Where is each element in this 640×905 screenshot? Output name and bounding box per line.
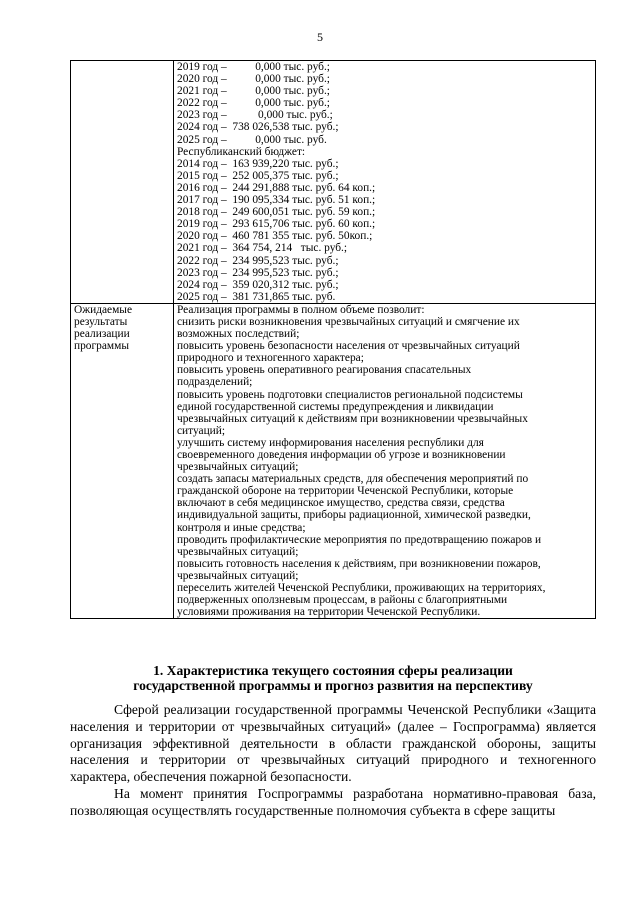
list-item: повысить уровень оперативного реагирования спасательных [177,364,472,377]
list-item: Реализация программы в полном объеме позволит: [177,303,425,316]
list-item: чрезвычайных ситуаций; [177,461,299,474]
list-item: чрезвычайных ситуаций; [177,569,299,582]
paragraph: Сферой реализации государственной программы Чеченской Республики «Защита населения и территории от чрезвычайных ситуаций» (далее – Госпрограмма) является организация эффективной деятельности в области гражданской обороны, защиты населения и территории от чрезвычайных ситуаций природного и техногенного характера, обеспечения пожарной безопасности. [70,702,596,785]
expected-results-cell [174,303,596,618]
list-item: 2020 год – 0,000 тыс. руб.; [177,73,330,86]
section-heading [70,664,596,693]
list-item: своевременного доведения информации об угрозе и возникновении [177,449,506,461]
expected-label-line: Ожидаемые [74,303,133,316]
expected-label-line: программы [74,340,129,353]
list-item: чрезвычайных ситуаций; [177,545,299,558]
list-item: 2023 год – 234 995,523 тыс. руб.; [177,266,339,279]
list-item: 2015 год – 252 005,375 тыс. руб.; [177,169,339,182]
funding-cell [174,61,596,304]
list-item: 2021 год – 0,000 тыс. руб.; [177,85,330,98]
list-item: 2019 год – 293 615,706 тыс. руб. 60 коп.; [177,218,376,231]
expected-label-line: реализации [74,328,130,341]
list-item: 2024 год – 738 026,538 тыс. руб.; [177,121,339,134]
list-item: включают в себя медицинское имущество, средства связи, средства [177,497,505,510]
list-item: Республиканский бюджет: [177,145,306,158]
list-item: 2020 год – 460 781 355 тыс. руб. 50коп.; [177,230,373,243]
list-item: 2024 год – 359 020,312 тыс. руб.; [177,278,339,291]
section-heading-line: государственной программы и прогноз развития на перспективу [133,677,533,693]
list-item: условиями проживания на территории Чеченской Республики. [177,606,481,619]
list-item: переселить жителей Чеченской Республики, проживающих на территориях, [177,582,546,595]
list-item: 2025 год – 0,000 тыс. руб. [177,133,327,146]
list-item: 2019 год – 0,000 тыс. руб.; [177,61,330,73]
table-row-funding [71,61,596,304]
list-item: улучшить систему информирования населения республики для [177,436,484,449]
list-item: единой государственной системы предупреждения и ликвидации [177,400,494,413]
list-item: повысить уровень подготовки специалистов региональной подсистемы [177,388,523,401]
funding-label-cell [71,61,174,304]
list-item: 2022 год – 0,000 тыс. руб.; [177,97,330,110]
list-item: создать запасы материальных средств, для обеспечения мероприятий по [177,473,529,486]
list-item: ситуаций; [177,424,226,437]
list-item: подверженных оползневым процессам, в районы с благоприятными [177,594,508,607]
list-item: контроля и иные средства; [177,521,306,534]
list-item: 2017 год – 190 095,334 тыс. руб. 51 коп.; [177,194,376,207]
list-item: 2016 год – 244 291,888 тыс. руб. 64 коп.; [177,181,376,194]
section-heading-line: 1. Характеристика текущего состояния сферы реализации [153,663,513,678]
body-text [70,702,596,820]
list-item: подразделений; [177,376,253,389]
table-row-expected-results [71,303,596,618]
expected-label-line: результаты [74,315,128,328]
paragraph: На момент принятия Госпрограммы разработана нормативно-правовая база, позволяющая осуществлять государственные полномочия субъекта в сфере защиты [70,785,596,818]
list-item: снизить риски возникновения чрезвычайных ситуаций и смягчение их [177,315,520,328]
list-item: 2023 год – 0,000 тыс. руб.; [177,109,333,122]
list-item: повысить готовность населения к действиям, при возникновении пожаров, [177,557,541,570]
list-item: возможных последствий; [177,328,300,341]
list-item: чрезвычайных ситуаций к действиям при возникновении чрезвычайных [177,412,528,425]
list-item: индивидуальной защиты, приборы радиационной, химической разведки, [177,509,531,522]
list-item: повысить уровень безопасности населения от чрезвычайных ситуаций [177,340,520,353]
list-item: природного и техногенного характера; [177,352,364,365]
list-item: гражданской обороне на территории Чеченской Республики, которые [177,485,514,498]
list-item: 2025 год – 381 731,865 тыс. руб. [177,290,336,303]
page-number: 5 [317,30,323,44]
list-item: 2021 год – 364 754, 214 тыс. руб.; [177,242,348,255]
list-item: 2018 год – 249 600,051 тыс. руб. 59 коп.; [177,206,376,219]
list-item: 2014 год – 163 939,220 тыс. руб.; [177,157,339,170]
program-passport-table [70,60,596,619]
expected-results-label-cell [71,303,174,618]
list-item: 2022 год – 234 995,523 тыс. руб.; [177,254,339,267]
list-item: проводить профилактические мероприятия по предотвращению пожаров и [177,533,542,546]
